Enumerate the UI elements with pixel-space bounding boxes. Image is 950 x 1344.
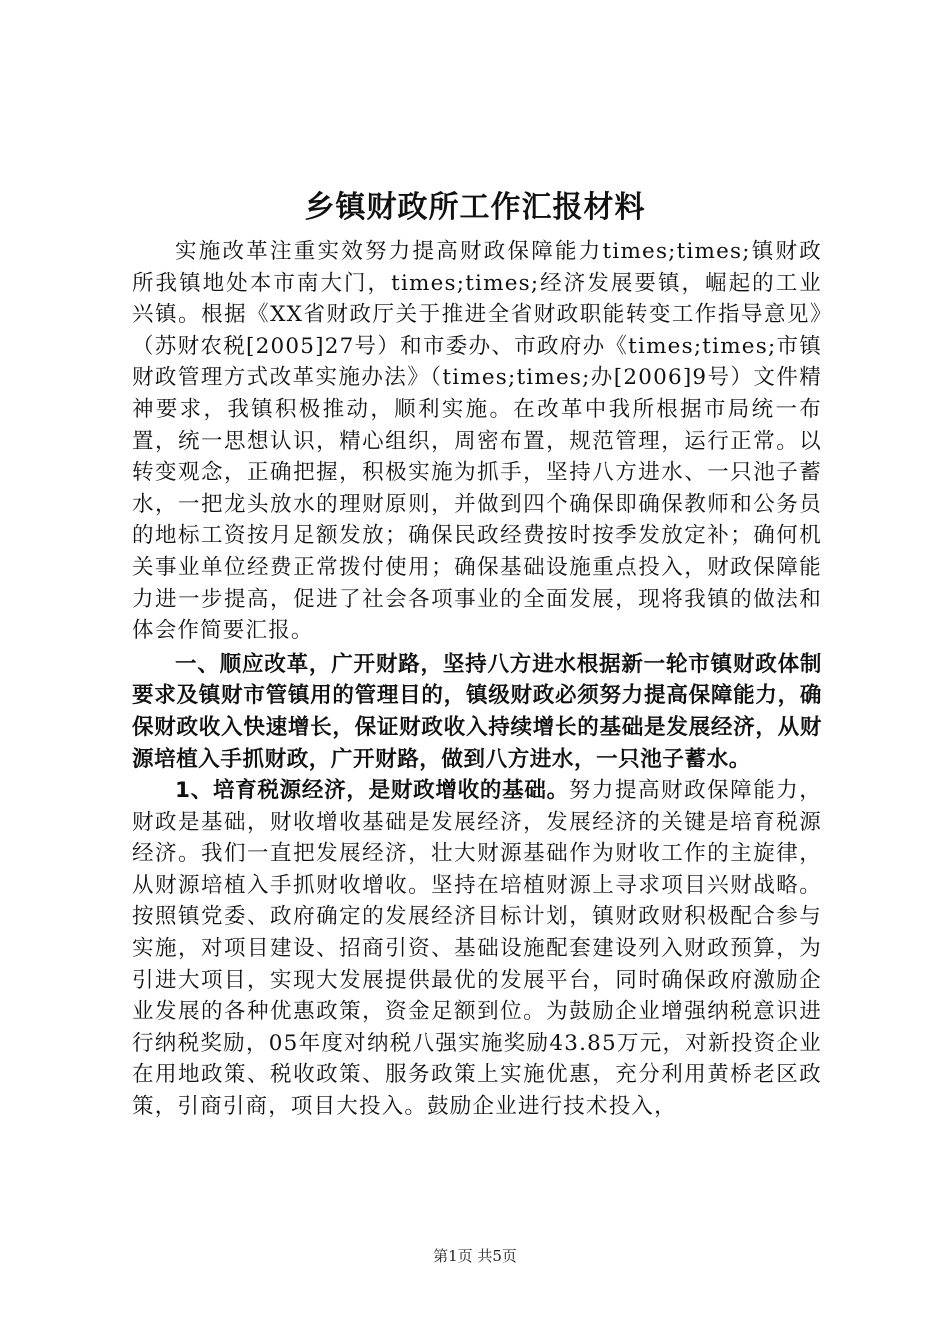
document-title: 乡镇财政所工作汇报材料 bbox=[304, 190, 646, 225]
subsection-text: 努力提高财政保障能力，财政是基础，财收增收基础是发展经济，发展经济的关键是培育税源经济。我们一直把发展经济，壮大财源基础作为财收工作的主旋律，从财源培植入手抓财收增收。坚持在培植财源上寻求项目兴财战略。按照镇党委、政府确定的发展经济目标计划，镇财政财积极配合参与实施，对项目建设、招商引资、基础设施配套建设列入财政预算，为引进大项目，实现大发展提供最优的发展平台，同时确保政府激励企业发展的各种优惠政策，资金足额到位。为鼓励企业增强纳税意识进行纳税奖励，05年度对纳税八强实施奖励43.85万元，对新投资企业在用地政策、税收政策、服务政策上实施优惠，充分利用黄桥老区政策，引商引商，项目大投入。鼓励企业进行技术投入， bbox=[132, 778, 822, 1120]
document-body bbox=[132, 236, 822, 1123]
section-heading-paragraph: 一、顺应改革，广开财路，坚持八方进水根据新一轮市镇财政体制要求及镇财市管镇用的管理目的，镇级财政必须努力提高保障能力，确保财政收入快速增长，保证财政收入持续增长的基础是发展经济，从财源培植入手抓财政，广开财路，做到八方进水，一只池子蓄水。 bbox=[132, 651, 822, 772]
body-paragraph-intro: 实施改革注重实效努力提高财政保障能力times;times;镇财政所我镇地处本市南大门，times;times;经济发展要镇，崛起的工业兴镇。根据《XX省财政厅关于推进全省财政职能转变工作指导意见》（苏财农税[2005]27号）和市委办、市政府办《times;times;市镇财政管理方式改革实施办法》（times;times;办[2006]9号）文件精神要求，我镇积极推动，顺利实施。在改革中我所根据市局统一布置，统一思想认识，精心组织，周密布置，规范管理，运行正常。以转变观念，正确把握，积极实施为抓手，坚持八方进水、一只池子蓄水，一把龙头放水的理财原则，并做到四个确保即确保教师和公务员的地标工资按月足额发放；确保民政经费按时按季发放定补；确何机关事业单位经费正常拨付使用；确保基础设施重点投入，财政保障能力进一步提高，促进了社会各项事业的全面发展，现将我镇的做法和体会作简要汇报。 bbox=[132, 239, 822, 644]
subsection-lead: 1、培育税源经济，是财政增收的基础。 bbox=[175, 778, 569, 804]
page-footer: 第1页 共5页 bbox=[433, 1247, 517, 1265]
body-paragraph-tax-source bbox=[132, 775, 822, 1123]
